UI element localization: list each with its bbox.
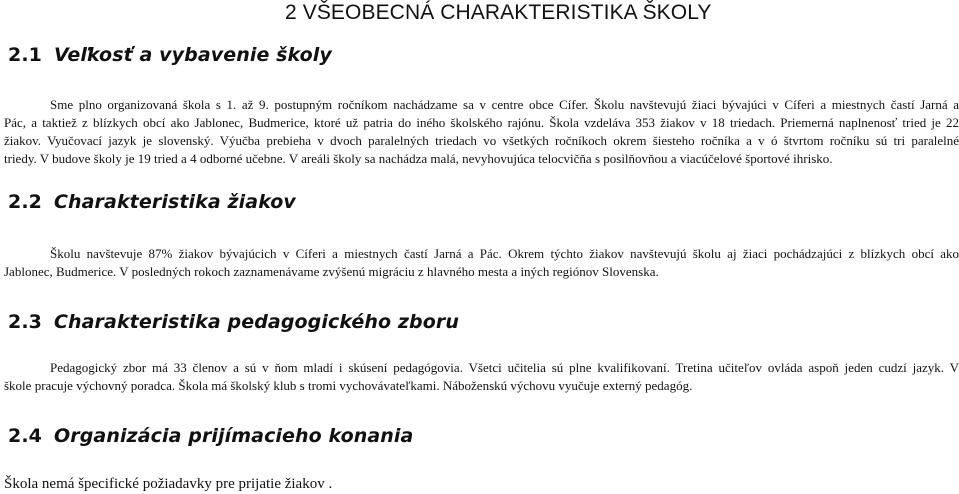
section-title: Charakteristika pedagogického zboru	[53, 311, 460, 333]
paragraph-line: Pedagogický zbor má 33 členov a sú v ňom mladí i skúsení pedagógovia. Všetci učitelia sú plne kvalifikovaní. Tretina učiteľov ovláda aspoň jeden cudzí jazyk. V	[50, 360, 959, 375]
section-number: 2.4	[8, 425, 42, 447]
section-paragraph-2-4	[4, 475, 332, 493]
section-number: 2.1	[8, 44, 42, 66]
paragraph-line: Školu navštevuje 87% žiakov bývajúcich v Cíferi a miestnych častí Jarná a Pác. Okrem týchto žiakov navštevujú školu aj žiaci pochádzajúci z blízkych obcí ako	[50, 246, 959, 261]
section-heading-2-3	[8, 311, 459, 333]
chapter-title: 2 VŠEOBECNÁ CHARAKTERISTIKA ŠKOLY	[285, 1, 712, 24]
paragraph-line: škole pracuje výchovný poradca. Škola má školský klub s tromi vychovávateľkami. Náboženskú výchovu vyučuje externý pedagóg.	[4, 378, 693, 393]
section-paragraph-2-3	[4, 359, 959, 395]
paragraph-line: Jablonec, Budmerice. V posledných rokoch zaznamenávame zvýšenú migráciu z hlavného mesta a iných regiónov Slovenska.	[4, 264, 659, 279]
paragraph-line: Škola nemá špecifické požiadavky pre prijatie žiakov .	[4, 476, 333, 492]
paragraph-line: žiakov. Vyučovací jazyk je slovenský. Výučba prebieha v dvoch paralelných triedach vo všetkých ročníkoch okrem šiesteho ročníka a v ó štvrtom ročníku sú tri paralelné	[4, 133, 959, 148]
section-heading-2-1	[8, 44, 332, 66]
section-heading-2-2	[8, 191, 296, 213]
section-title: Veľkosť a vybavenie školy	[53, 44, 332, 66]
section-paragraph-2-2	[4, 245, 959, 281]
section-title: Organizácia prijímacieho konania	[53, 425, 414, 447]
section-heading-2-4	[8, 425, 413, 447]
section-number: 2.3	[8, 311, 42, 333]
section-number: 2.2	[8, 191, 42, 213]
paragraph-line: Pác, a taktiež z blízkych obcí ako Jablonec, Budmerice, ktoré už patria do iného školského rajónu. Škola vzdeláva 353 žiakov v 18 triedach. Priemerná naplnenosť tried je 22	[4, 115, 959, 130]
paragraph-line: triedy. V budove školy je 19 tried a 4 odborné učebne. V areáli školy sa nachádza malá, nevyhovujúca telocvičňa s posilňovňou a viacúčelové športové ihrisko.	[4, 151, 833, 166]
section-title: Charakteristika žiakov	[53, 191, 296, 213]
paragraph-line: Sme plno organizovaná škola s 1. až 9. postupným ročníkom nachádzame sa v centre obce Cífer. Školu navštevujú žiaci bývajúci v Cíferi a miestnych častí Jarná a	[50, 97, 959, 112]
section-paragraph-2-1	[4, 96, 959, 168]
